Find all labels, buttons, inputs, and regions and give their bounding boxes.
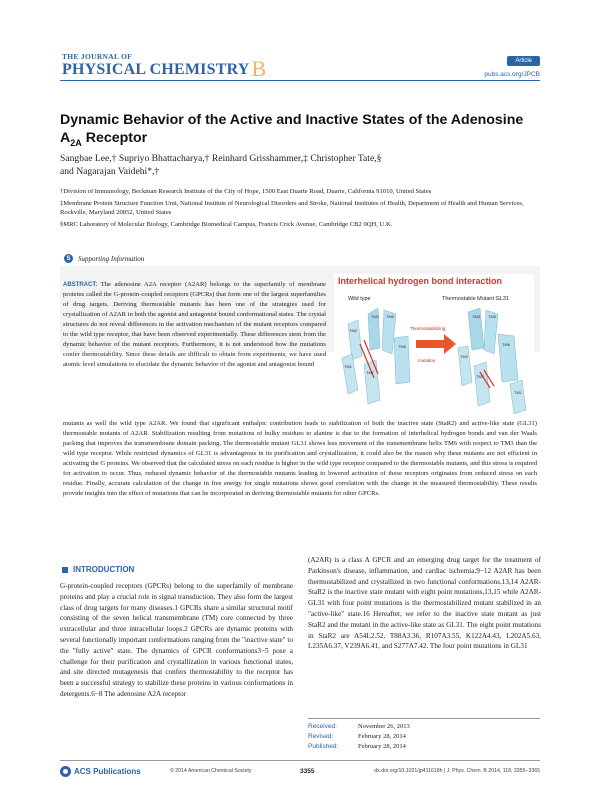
- affiliation-3: §MRC Laboratory of Molecular Biology, Cambridge Biomedical Campus, Francis Crick Avenue, Cambridge CB2 0QH, U.K.: [60, 221, 393, 229]
- authors-line-2: and Nagarajan Vaidehi*,†: [60, 166, 160, 177]
- introduction-heading: [62, 565, 134, 574]
- arrow-label-2: mutation: [418, 358, 436, 363]
- journal-section-letter: B: [251, 56, 267, 81]
- journal-logo: [62, 52, 267, 81]
- wt-helix-tm7: [364, 360, 380, 404]
- mut-label-tm3: TM3: [472, 314, 480, 319]
- journal-name-line2: PHYSICAL CHEMISTRYB: [62, 56, 267, 81]
- wt-helix-tm2: [348, 320, 362, 360]
- introduction-heading-label: INTRODUCTION: [73, 565, 135, 574]
- wt-label-tm6: TM6: [398, 344, 406, 349]
- article-type-badge: Article: [507, 56, 540, 66]
- mut-label-tm1: TM1: [514, 390, 522, 395]
- publication-dates: [308, 718, 540, 752]
- mut-helix-tm1: [510, 380, 526, 414]
- toc-graphic-title: Interhelical hydrogen bond interaction: [338, 276, 503, 286]
- mutant-helices: [458, 308, 526, 414]
- supporting-info-icon: S: [64, 254, 73, 263]
- journal-name-line1: THE JOURNAL OF: [62, 52, 133, 61]
- received-date-row: Received: November 26, 2013: [308, 723, 410, 730]
- abstract-label: ABSTRACT:: [63, 282, 98, 288]
- affiliation-1: †Division of Immunology, Beckman Research Institute of the City of Hope, 1500 East Duarte Road, Duarte, California 91010, United States: [60, 188, 432, 195]
- doi-citation-link[interactable]: dx.doi.org/10.1021/jp411618h | J. Phys. Chem. B 2014, 118, 3355−3365: [374, 768, 540, 774]
- supporting-information-link[interactable]: [64, 254, 144, 263]
- introduction-left-column: G-protein-coupled receptors (GPCRs) belong to the superfamily of membrane proteins and play a crucial role in signal transduction. They also form the largest class of drug targets for many diseases.1 GPCRs share a similar structural motif consisting of the seven helical transmembrane (TM) core connected by three extracellular and three intracellular loops.2 GPCRs are dynamic proteins with several functionally important conformations ranging from the "inactive state" to the "fully active" state. The dynamics of GPCR conformations3−5 pose a challenge for their purification and crystallization in various functional states, and site directed mutagenesis that confers thermostability to the receptor has been a successful strategy to stabilize these proteins in various conformations in detergents.6−8 The adenosine A2A receptor: [60, 582, 293, 698]
- wild-type-helices: [342, 308, 410, 404]
- mut-label-tm7: TM7: [476, 374, 484, 379]
- wt-label-tm2: TM2: [349, 328, 357, 333]
- introduction-right-column: (A2AR) is a class A GPCR and an emerging drug target for the treatment of Parkinson's disease, inflammation, and cardiac ischemia.9−12 A2AR has been thermostabilized and crystallized in two functional conformations.13,14 A2AR-StaR2 is the inactive state mutant with eight point mutations,13,15 while A2AR-GL31 with four point mutations is the thermostabilized mutant stabilized in an "active-like" state.16 Hereafter, we refer to the inactive state mutant as just StaR2 and the mutant in the active-like state as GL31. The eight point mutations in StaR2 are A54L2.52, T88A3.36, R107A3.55, K122A4.43, L202A5.63, L235A6.37, V239A6.41, and S277A7.42. The four point mutations in GL31: [308, 556, 541, 651]
- toc-label-wild-type: Wild type: [348, 296, 371, 302]
- toc-graphic: [334, 274, 534, 416]
- wt-label-tm3: TM3: [371, 314, 379, 319]
- toc-label-mutant: Thermostable Mutant GL31: [442, 296, 509, 302]
- footer-divider: [60, 760, 540, 761]
- wt-label-tm1: TM1: [344, 364, 352, 369]
- acs-publisher-label: ACS Publications: [74, 766, 141, 776]
- header-divider: [60, 80, 540, 81]
- mut-label-tm5: TM5: [488, 314, 496, 319]
- acs-logo-icon: [60, 766, 71, 777]
- affiliations: [60, 187, 540, 232]
- section-marker-icon: [62, 567, 68, 573]
- author-list: [60, 152, 540, 178]
- abstract-body-1: The adenosine A2A receptor (A2AR) belongs to the superfamily of membrane proteins called the G-protein-coupled receptors (GPCRs) that form one of the largest superfamilies of drug targets. Deriving thermostable mutants has been one of the strategies used for crystallization of A2AR in both the agonist and antagonist bound conformational states. The crystal structures do not reveal differences in the activation mechanism of the mutant receptors compared to the wild type receptor, that have been observed experimentally. These differences stem from the dynamic behavior of the mutant receptors. Furthermore, it is not understood how the mutations confer thermostability. Since these details are difficult to obtain from experiments, we have used atomic level simulations to elucidate the dynamic behavior of the agonist and antagonist bound: [63, 281, 326, 368]
- authors-line-1: Sangbae Lee,† Supriyo Bhattacharya,† Reinhard Grisshammer,‡ Christopher Tate,§: [60, 153, 382, 164]
- acs-publications-logo[interactable]: [60, 766, 170, 777]
- published-date-row: Published: February 28, 2014: [308, 743, 406, 750]
- mut-label-tm2: TM2: [460, 354, 468, 359]
- wt-helix-tm1: [342, 354, 358, 394]
- page-footer: [60, 764, 540, 778]
- affiliation-2: ‡Membrane Protein Structure Function Unit, National Institute of Neurological Disorders and Stroke, National Institutes of Health, Department of Health and Human Services, Rockville, Maryland 20852, United States: [60, 199, 524, 217]
- copyright-notice: © 2014 American Chemical Society: [170, 768, 252, 774]
- article-title: Dynamic Behavior of the Active and Inactive States of the Adenosine $A_{2A}$ Receptor: [60, 112, 524, 148]
- arrow-label-1: Thermostabilizing: [410, 326, 446, 331]
- abstract-text-column: [63, 280, 326, 370]
- mut-helix-tm2: [458, 346, 472, 386]
- wt-label-tm5: TM5: [386, 314, 394, 319]
- journal-url-link[interactable]: pubs.acs.org/JPCB: [484, 71, 540, 78]
- revised-date-row: Revised: February 28, 2014: [308, 733, 406, 740]
- supporting-info-label: Supporting Information: [78, 254, 145, 263]
- abstract-text-continued: mutants as well the wild type A2AR. We found that significant enthalpic contribution leads to stabilization of both the inactive state (StaR2) and active-like state (GL31) thermostable mutants of A2AR. Stabilization resulting from mutations of bulky residues to alanine is due to the formation of interhelical hydrogen bonds and van der Waals packing that improves the transmembrane domain packing. The thermostable mutant GL31 shows less movement of the transmembrane helix TM6 with respect to TM3 than the wild type receptor. While restricted dynamics of GL31 is advantageous in its purification and crystallization, it could also be the reason why these mutants are not efficient in activating the G proteins. We observed that the calculated stress on each residue is higher in the wild type receptor compared to the thermostable mutants, and this stress is required for activation to occur. Thus, reduced dynamic behavior of the thermostable mutants leading to lowered activation of these receptors originates from reduced stress on each residue. Finally, accurate calculation of the change in free energy for single mutations shows good correlation with the change in the measured thermostability. These results provide insights into the effect of mutations that can be incorporated in deriving thermostable mutants for other GPCRs.: [63, 420, 537, 497]
- mut-label-tm6: TM6: [502, 342, 510, 347]
- page-number: 3355: [300, 767, 315, 775]
- thermostabilizing-arrow-icon: [416, 334, 456, 354]
- toc-graphic-illustration: [334, 288, 534, 416]
- wt-label-tm7: TM7: [366, 370, 374, 375]
